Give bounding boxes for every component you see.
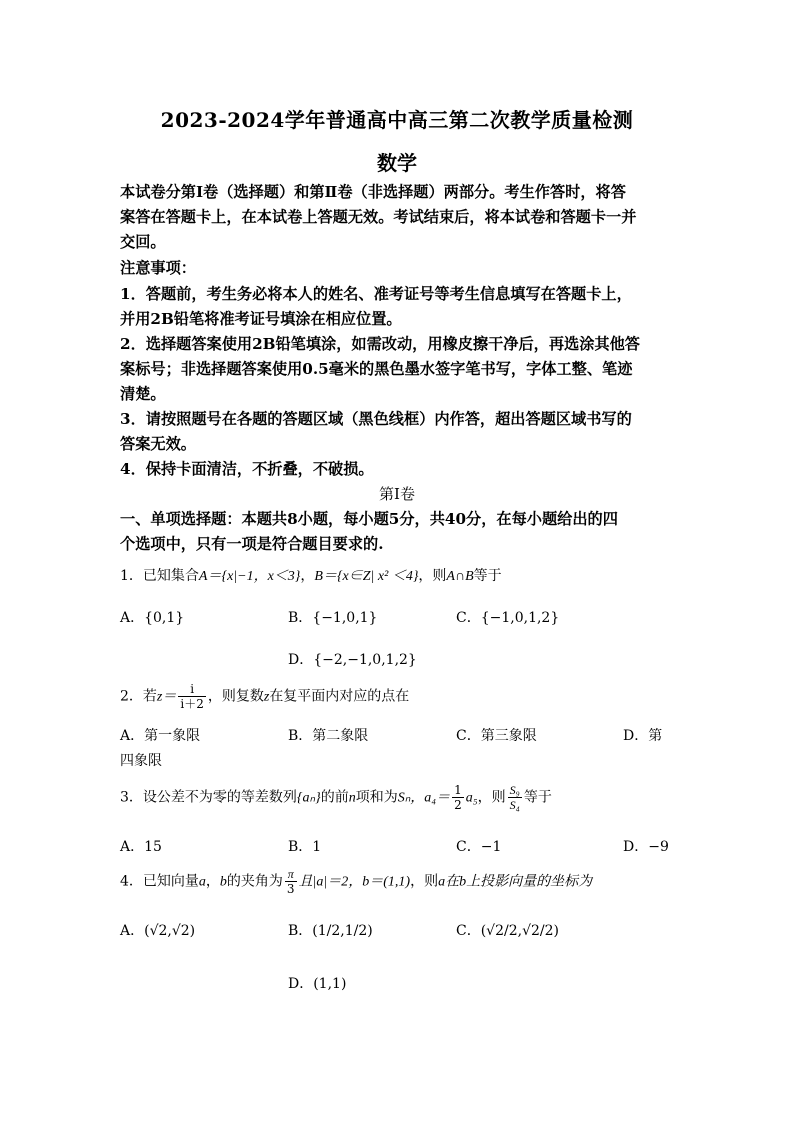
intro-line-3: 交回。 [120, 233, 166, 251]
vector-a: a [198, 874, 206, 890]
notes-heading: 注意事项： [120, 259, 196, 277]
intro-line-2: 案答在答题卡上，在本试卷上答题无效。考试结束后，将本试卷和答题卡一并 [120, 208, 637, 226]
q2-option-c: C．第三象限 [456, 728, 537, 744]
fraction: $\frac{i}{i+2}$ [180, 682, 204, 711]
vector-b: b [219, 874, 227, 890]
fraction: $\frac{\text{S₉}}{\text{S₄}}$ [509, 783, 520, 812]
intersection-expr: A∩B [446, 569, 474, 584]
fraction: $\frac{\pi}{3}$ [286, 867, 295, 896]
note-line-1: 1．答题前，考生务必将本人的姓名、准考证号等考生信息填写在答题卡上， [120, 285, 632, 303]
fraction: $\frac{1}{2}$ [454, 783, 462, 812]
section-heading-line-2: 个选项中，只有一项是符合题目要求的. [120, 535, 384, 553]
q1-option-a: A．{0,1} [120, 610, 185, 626]
set-b: B＝{x∈Z| x² ＜4} [314, 569, 419, 584]
question-3-stem: 3．设公差不为零的等差数列{aₙ}的前n项和为Sₙ，a₄＝ $\frac{1}{2}$ a₅，则 $\frac{\text{S₉}}{\text{S₄}}$ 等于 [120, 783, 552, 812]
q3-option-a: A．15 [120, 839, 162, 855]
q1-option-d: D．{−2,−1,0,1,2} [288, 652, 417, 668]
note-line-4: 案标号；非选择题答案使用0.5毫米的黑色墨水签字笔书写，字体工整、笔迹 [120, 360, 633, 378]
q2-option-b: B．第二象限 [288, 728, 369, 744]
intro-line-1: 本试卷分第Ⅰ卷（选择题）和第Ⅱ卷（非选择题）两部分。考生作答时，将答 [120, 183, 626, 201]
note-line-7: 答案无效。 [120, 435, 196, 453]
note-line-8: 4．保持卡面清洁，不折叠，不破损。 [120, 460, 374, 478]
volume-heading: 第Ⅰ卷 [379, 485, 415, 503]
q1-option-b: B．{−1,0,1} [288, 610, 378, 626]
q4-option-b: B．(1/2,1/2) [288, 923, 373, 939]
note-line-3: 2．选择题答案使用2B铅笔填涂，如需改动，用橡皮擦干净后，再选涂其他答 [120, 335, 640, 353]
q2-option-d-wrap: 四象限 [120, 753, 162, 769]
q1-option-c: C．{−1,0,1,2} [456, 610, 560, 626]
question-1-stem: 1．已知集合A＝{x|−1，x＜3}，B＝{x∈Z| x² ＜4}，则A∩B等于 [120, 568, 502, 584]
q4-option-d: D．(1,1) [288, 976, 347, 992]
q3-option-b: B．1 [288, 839, 322, 855]
question-2-stem: 2．若z＝ $\frac{i}{i+2}$ ，则复数z在复平面内对应的点在 [120, 682, 410, 711]
note-line-2: 并用2B铅笔将准考证号填涂在相应位置。 [120, 310, 402, 328]
q4-option-a: A．(√2,√2) [120, 923, 196, 939]
question-4-stem: 4．已知向量a，b的夹角为 $\frac{\pi}{3}$ 且|a|＝2，b＝(1,1)，则a在b上投影向量的坐标为 [120, 867, 593, 896]
set-a: A＝{x|−1，x＜3} [198, 569, 301, 584]
note-line-5: 清楚。 [120, 385, 166, 403]
page-title: 2023-2024学年普通高中高三第二次教学质量检测 [160, 108, 634, 132]
q3-option-d: D．−9 [623, 839, 669, 855]
q2-option-d: D．第 [623, 728, 663, 744]
section-heading-line-1: 一、单项选择题：本题共8小题，每小题5分，共40分，在每小题给出的四 [120, 510, 618, 528]
q2-option-a: A．第一象限 [120, 728, 201, 744]
subject-title: 数学 [377, 151, 417, 175]
q4-option-c: C．(√2/2,√2/2) [456, 923, 559, 939]
note-line-6: 3．请按照题号在各题的答题区域（黑色线框）内作答，超出答题区域书写的 [120, 410, 632, 428]
q3-option-c: C．−1 [456, 839, 502, 855]
